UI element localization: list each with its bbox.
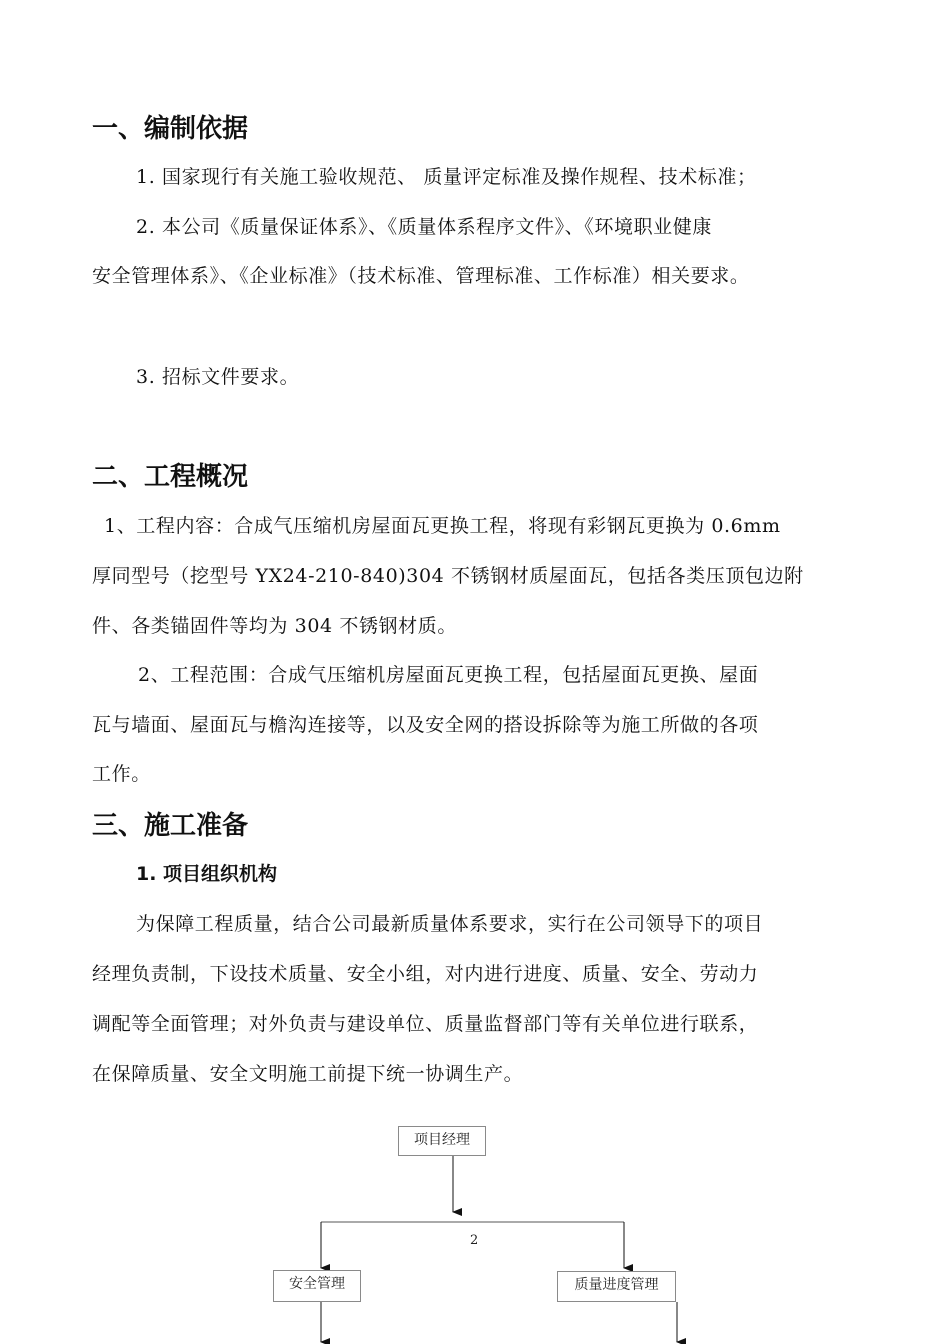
scope-line-3: 工作。 bbox=[92, 763, 151, 785]
org-box-project-manager: 项目经理 bbox=[398, 1126, 486, 1156]
org-box-safety-management: 安全管理 bbox=[273, 1270, 361, 1302]
scope-line-1: 2、工程范围：合成气压缩机房屋面瓦更换工程，包括屋面瓦更换、屋面 bbox=[138, 664, 759, 686]
overview-line-1: 1、工程内容：合成气压缩机房屋面瓦更换工程，将现有彩钢瓦更换为 0.6mm bbox=[104, 515, 781, 537]
prep-line-3: 调配等全面管理；对外负责与建设单位、质量监督部门等有关单位进行联系， bbox=[92, 1013, 759, 1035]
basis-item-1: 1. 国家现行有关施工验收规范、 质量评定标准及操作规程、技术标准； bbox=[136, 166, 757, 188]
section-2-title: 二、工程概况 bbox=[92, 462, 249, 492]
overview-line-3: 件、各类锚固件等均为 304 不锈钢材质。 bbox=[92, 615, 457, 637]
prep-line-4: 在保障质量、安全文明施工前提下统一协调生产。 bbox=[92, 1063, 524, 1085]
section-1-title: 一、编制依据 bbox=[92, 114, 249, 144]
basis-item-3: 3. 招标文件要求。 bbox=[136, 366, 300, 388]
prep-line-2: 经理负责制，下设技术质量、安全小组，对内进行进度、质量、安全、劳动力 bbox=[92, 963, 759, 985]
prep-line-1: 为保障工程质量，结合公司最新质量体系要求，实行在公司领导下的项目 bbox=[136, 913, 764, 935]
page-number: 2 bbox=[470, 1233, 479, 1248]
basis-item-2-cont: 安全管理体系》、《企业标准》（技术标准、管理标准、工作标准）相关要求。 bbox=[92, 265, 750, 287]
scope-line-2: 瓦与墙面、屋面瓦与檐沟连接等，以及安全网的搭设拆除等为施工所做的各项 bbox=[92, 714, 759, 736]
section-3-subtitle: 1. 项目组织机构 bbox=[136, 863, 278, 885]
section-3-title: 三、施工准备 bbox=[92, 811, 249, 841]
org-box-quality-progress-management: 质量进度管理 bbox=[557, 1271, 676, 1302]
basis-item-2: 2. 本公司《质量保证体系》、《质量体系程序文件》、《环境职业健康 bbox=[136, 216, 712, 238]
overview-line-2: 厚同型号（挖型号 YX24-210-840)304 不锈钢材质屋面瓦，包括各类压顶包边附 bbox=[92, 565, 804, 587]
